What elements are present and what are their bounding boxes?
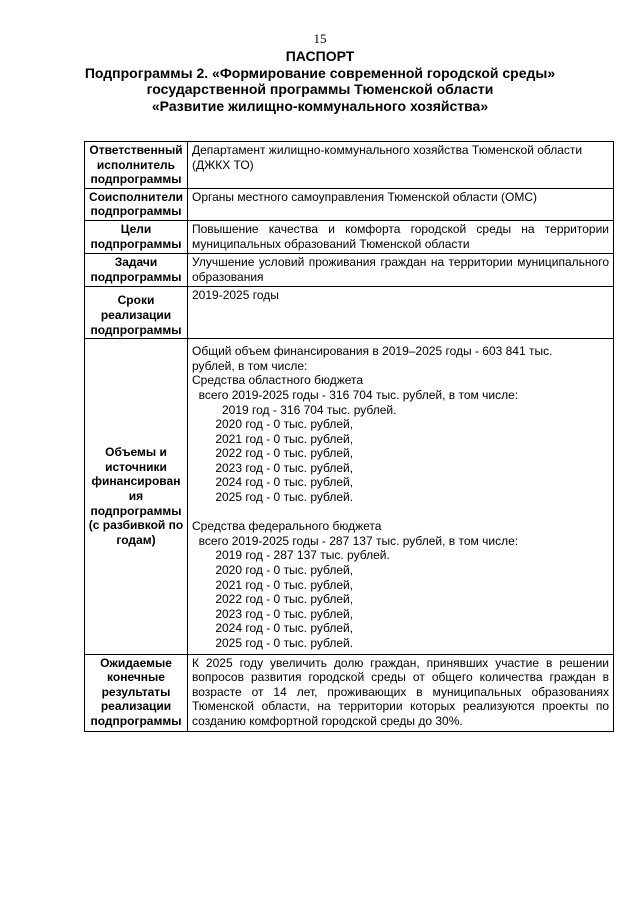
table-row [85, 339, 614, 654]
table-row [85, 188, 614, 220]
row-value-executor: Департамент жилищно-коммунального хозяйства Тюменской области (ДЖКХ ТО) [188, 142, 614, 189]
funding-line: Средства областного бюджета [192, 373, 364, 388]
funding-line: 2019 год - 316 704 тыс. рублей. [192, 402, 397, 417]
page-number: 15 [313, 31, 327, 46]
funding-line: всего 2019-2025 годы - 316 704 тыс. рублей, в том числе: [192, 387, 519, 402]
funding-line: 2025 год - 0 тыс. рублей. [192, 636, 354, 650]
title-line-2: Подпрограммы 2. «Формирование современной городской среды» [84, 64, 556, 81]
funding-line [192, 505, 609, 520]
row-label-results: Ожидаемые конечные результаты реализации подпрограммы [85, 654, 188, 731]
row-value-tasks: Улучшение условий проживания граждан на территории муниципального образования [188, 254, 614, 287]
row-label-terms: Сроки реализации подпрограммы [85, 287, 188, 339]
funding-line: 2022 год - 0 тыс. рублей, [192, 592, 354, 607]
row-value-goals: Повышение качества и комфорта городской среды на территории муниципальных образований Тюменской области [188, 220, 614, 253]
funding-line: рублей, в том числе: [192, 358, 308, 373]
table-row [85, 220, 614, 253]
title-line-3: государственной программы Тюменской области [146, 81, 494, 97]
row-label-tasks: Задачи подпрограммы [85, 254, 188, 287]
table-row [85, 287, 614, 339]
funding-line: 2020 год - 0 тыс. рублей, [192, 417, 354, 432]
title-line-1: ПАСПОРТ [285, 48, 355, 64]
funding-line: всего 2019-2025 годы - 287 137 тыс. рублей, в том числе: [192, 533, 519, 548]
funding-line: 2021 год - 0 тыс. рублей, [192, 431, 354, 446]
table-row [85, 254, 614, 287]
funding-line: 2024 год - 0 тыс. рублей, [192, 475, 354, 490]
row-value-terms: 2019-2025 годы [188, 287, 614, 339]
row-label-funding: Объемы и источники финансирован ия подпрограммы (с разбивкой по годам) [85, 339, 188, 654]
row-value-funding [188, 339, 614, 654]
row-value-results: К 2025 году увеличить долю граждан, принявших участие в решении вопросов развития городской среды от общего количества граждан в возрасте от 14 лет, проживающих в муниципальных образованиях Тюменской области, на территории которых реализуются проекты по созданию комфортной городской среды до 30%. [188, 654, 614, 731]
row-label-goals: Цели подпрограммы [85, 220, 188, 253]
funding-line: 2022 год - 0 тыс. рублей, [192, 446, 354, 461]
row-label-executor: Ответственный исполнитель подпрограммы [85, 142, 188, 189]
passport-table [84, 141, 614, 732]
table-row [85, 654, 614, 731]
funding-line: 2025 год - 0 тыс. рублей. [192, 490, 354, 505]
table-row [85, 142, 614, 189]
funding-line: 2021 год - 0 тыс. рублей, [192, 577, 354, 592]
funding-line: 2020 год - 0 тыс. рублей, [192, 563, 354, 578]
funding-line: 2019 год - 287 137 тыс. рублей. [192, 548, 390, 563]
row-label-coexecutors: Соисполнители подпрограммы [85, 188, 188, 220]
funding-line: 2023 год - 0 тыс. рублей, [192, 460, 354, 475]
funding-line: 2023 год - 0 тыс. рублей, [192, 606, 354, 621]
funding-line: Средства федерального бюджета [192, 519, 382, 534]
funding-line: 2024 год - 0 тыс. рублей, [192, 621, 354, 636]
row-value-coexecutors: Органы местного самоуправления Тюменской области (ОМС) [188, 188, 614, 220]
funding-line: Общий объем финансирования в 2019–2025 годы - 603 841 тыс. [192, 344, 553, 359]
title-line-4: «Развитие жилищно-коммунального хозяйства» [151, 97, 489, 114]
document-title [0, 48, 640, 114]
